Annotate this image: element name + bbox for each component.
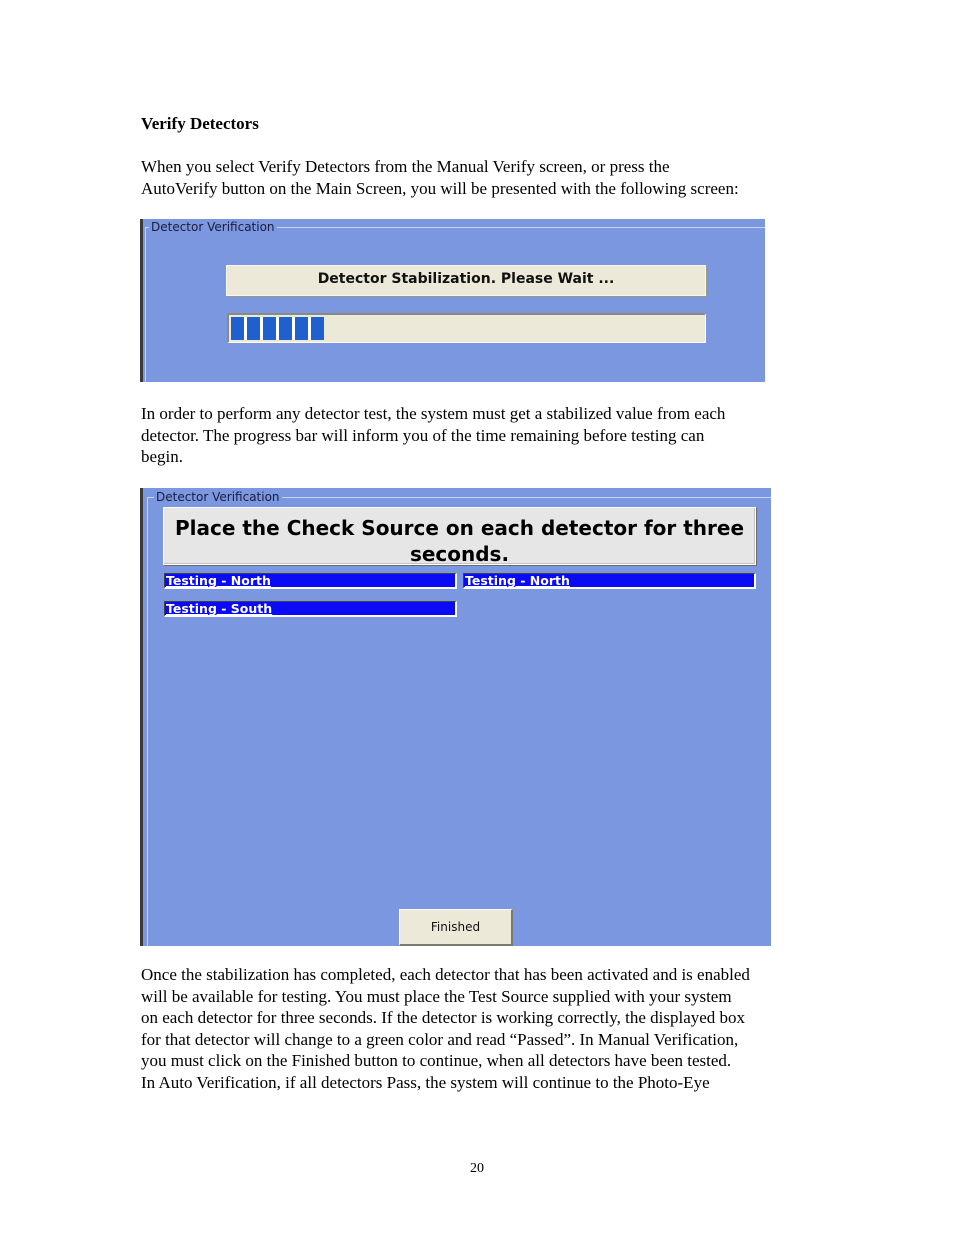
section-heading: Verify Detectors bbox=[141, 114, 259, 133]
paragraph-line: will be available for testing. You must place the Test Source supplied with your system bbox=[141, 986, 732, 1006]
group-title: Detector Verification bbox=[151, 220, 275, 234]
detector-status-north-1: Testing - North bbox=[164, 573, 457, 589]
paragraph-line: In Auto Verification, if all detectors Pass, the system will continue to the Photo-Eye bbox=[141, 1072, 710, 1092]
stabilization-screen bbox=[140, 219, 765, 382]
group-title: Detector Verification bbox=[156, 490, 280, 504]
stabilization-paragraph bbox=[141, 403, 725, 468]
detector-status-south: Testing - South bbox=[164, 601, 457, 617]
paragraph-line: Once the stabilization has completed, each detector that has been activated and is enabled bbox=[141, 965, 750, 984]
paragraph-line: you must click on the Finished button to continue, when all detectors have been tested. bbox=[141, 1051, 732, 1071]
group-frame bbox=[145, 227, 765, 382]
progress-bar-fill bbox=[231, 317, 324, 340]
testing-paragraph bbox=[141, 964, 750, 1094]
paragraph-line: AutoVerify button on the Main Screen, you will be presented with the following screen: bbox=[141, 178, 739, 198]
paragraph-line: begin. bbox=[141, 447, 184, 467]
instruction-banner: Place the Check Source on each detector for three seconds. bbox=[163, 507, 756, 565]
finished-button[interactable]: Finished bbox=[399, 909, 513, 946]
paragraph-line: In order to perform any detector test, the system must get a stabilized value from each bbox=[141, 404, 726, 423]
paragraph-line: When you select Verify Detectors from the Manual Verify screen, or press the bbox=[141, 157, 670, 176]
paragraph-line: for that detector will change to a green color and read “Passed”. In Manual Verification, bbox=[141, 1029, 739, 1049]
detector-status-north-2: Testing - North bbox=[463, 573, 756, 589]
page-number: 20 bbox=[470, 1161, 484, 1176]
paragraph-line: on each detector for three seconds. If the detector is working correctly, the displayed box bbox=[141, 1008, 746, 1028]
intro-paragraph bbox=[141, 156, 739, 199]
progress-bar bbox=[227, 313, 706, 343]
stabilization-status: Detector Stabilization. Please Wait ... bbox=[226, 265, 706, 296]
detector-testing-screen bbox=[140, 488, 771, 946]
paragraph-line: detector. The progress bar will inform you of the time remaining before testing can bbox=[141, 425, 705, 445]
